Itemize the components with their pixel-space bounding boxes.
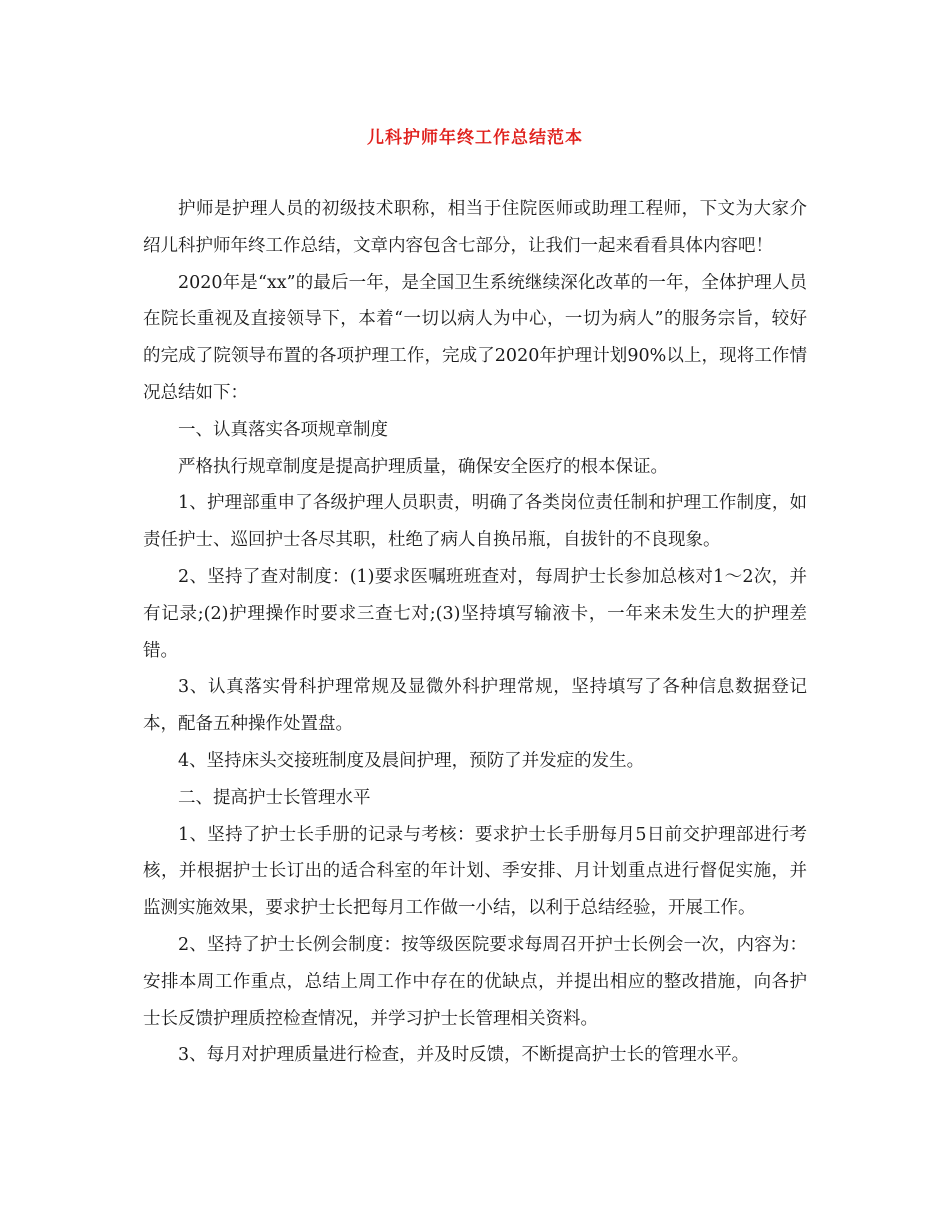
section-heading-1: 一、认真落实各项规章制度 [178, 419, 388, 440]
document-body [143, 191, 807, 1074]
list-item: 2、坚持了查对制度：(1)要求医嘱班班查对，每周护士长参加总核对1～2次，并有记录;(2)护理操作时要求三查七对;(3)坚持填写输液卡，一年来未发生大的护理差错。 [143, 566, 807, 661]
list-item: 2、坚持了护士长例会制度：按等级医院要求每周召开护士长例会一次，内容为：安排本周工作重点，总结上周工作中存在的优缺点，并提出相应的整改措施，向各护士长反馈护理质控检查情况，并学习护士长管理相关资料。 [143, 934, 807, 1029]
paragraph-overview: 2020年是“xx”的最后一年，是全国卫生系统继续深化改革的一年，全体护理人员在院长重视及直接领导下，本着“一切以病人为中心，一切为病人”的服务宗旨，较好的完成了院领导布置的各项护理工作，完成了2020年护理计划90%以上，现将工作情况总结如下： [143, 272, 807, 403]
list-item: 1、坚持了护士长手册的记录与考核：要求护士长手册每月5日前交护理部进行考核，并根据护士长订出的适合科室的年计划、季安排、月计划重点进行督促实施，并监测实施效果，要求护士长把每月工作做一小结，以利于总结经验，开展工作。 [143, 824, 807, 919]
list-item: 4、坚持床头交接班制度及晨间护理，预防了并发症的发生。 [178, 750, 645, 771]
list-item: 3、认真落实骨科护理常规及显微外科护理常规，坚持填写了各种信息数据登记本，配备五种操作处置盘。 [143, 677, 807, 735]
list-item: 1、护理部重申了各级护理人员职责，明确了各类岗位责任制和护理工作制度，如责任护士、巡回护士各尽其职，杜绝了病人自换吊瓶，自拔针的不良现象。 [143, 493, 807, 551]
paragraph-intro: 护师是护理人员的初级技术职称，相当于住院医师或助理工程师，下文为大家介绍儿科护师年终工作总结，文章内容包含七部分，让我们一起来看看具体内容吧！ [143, 199, 807, 256]
paragraph: 严格执行规章制度是提高护理质量，确保安全医疗的根本保证。 [178, 456, 668, 477]
list-item: 3、每月对护理质量进行检查，并及时反馈，不断提高护士长的管理水平。 [178, 1045, 750, 1066]
document-title: 儿科护师年终工作总结范本 [367, 128, 583, 148]
section-heading-2: 二、提高护士长管理水平 [178, 787, 371, 808]
